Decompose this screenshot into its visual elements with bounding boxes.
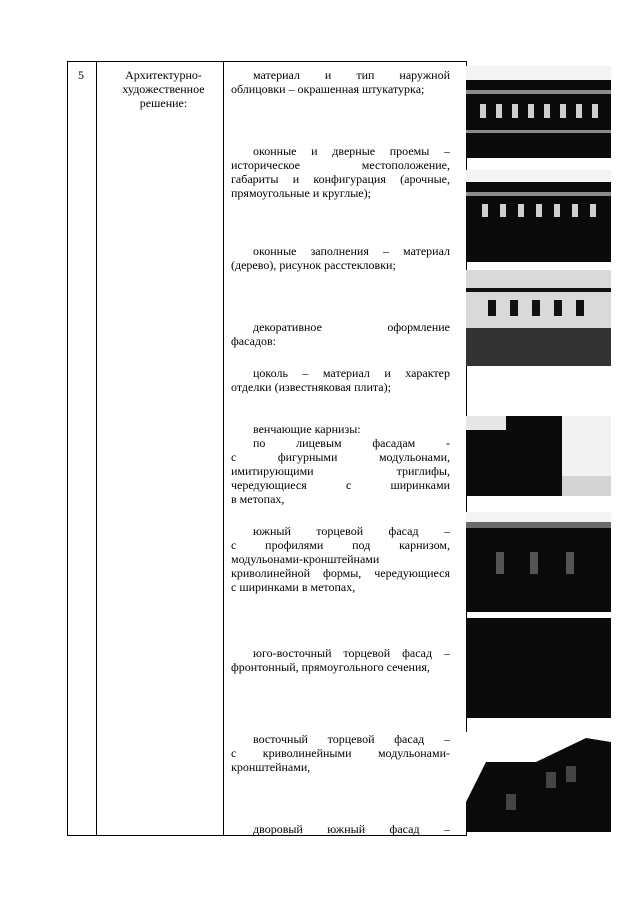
item-plinth: цоколь – материал и характер отделки (известняковая плита); [231, 366, 450, 394]
column-divider [223, 62, 224, 835]
section-title: Архитектурно-художественное решение: [122, 68, 205, 110]
facade-photo-3 [466, 270, 611, 366]
item-southeast-facade: юго-восточный торцевой фасад – фронтонный, прямоугольного сечения, [231, 646, 450, 674]
item-decor: декоративное оформление фасадов: [231, 320, 450, 348]
item-openings: оконные и дверные проемы – историческое местоположение, габариты и конфигурация (арочные, прямоугольные и круглые); [231, 144, 450, 200]
item-cornices: венчающие карнизы: по лицевым фасадам - с фигурными модульонами, имитирующими триглифы, чередующиеся с ширинками в метопах, [231, 422, 450, 506]
facade-photo-2 [466, 170, 611, 262]
item-window-fill: оконные заполнения – материал (дерево), рисунок расстекловки; [231, 244, 450, 272]
building-corner-image [466, 732, 611, 832]
cornice-photo-4 [466, 416, 611, 496]
row-number: 5 [78, 68, 84, 82]
architecture-table [67, 61, 467, 836]
column-divider [96, 62, 97, 835]
item-south-facade: южный торцевой фасад – с профилями под карнизом, модульонами-кронштейнами криволинейной формы, чередующиеся с ширинками в метопах, [231, 524, 450, 594]
facade-photo-6 [466, 618, 611, 718]
item-yard-facade: дворовый южный фасад – [253, 822, 450, 836]
facade-photo-1 [466, 66, 611, 158]
item-east-facade: восточный торцевой фасад – с криволинейными модульонами- кронштейнами, [231, 732, 450, 774]
facade-photo-7 [466, 732, 611, 832]
item-facing: материал и тип наружной облицовки – окрашенная штукатурка; [231, 68, 450, 96]
cornice-photo-5 [466, 512, 611, 612]
